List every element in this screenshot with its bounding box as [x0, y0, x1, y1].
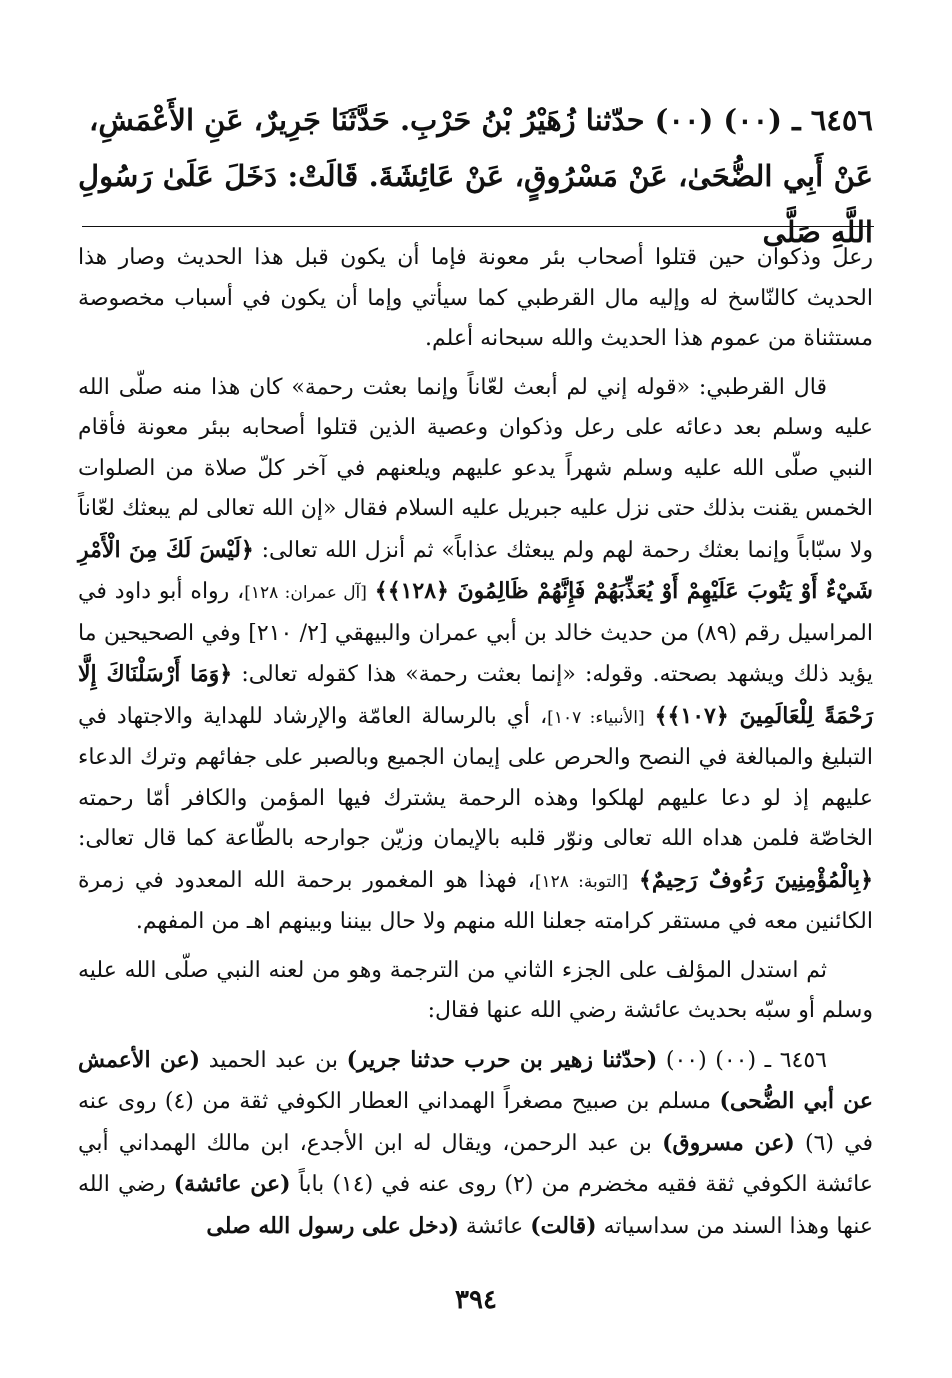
narrator-chain-1: (حدّثنا زهير بن حرب حدثنا جرير) — [346, 1046, 658, 1073]
mercy-explanation: ، أي بالرسالة العامّة والإرشاد للهداية والاجتهاد في التبليغ والمبالغة في النصح والحرص على إيمان الجميع وبالصبر على جفائهم وترك الدعاء عليهم إذ لو دعا عليهم لهلكوا وهذه الرحمة يشترك فيها المؤمن والكافر أمّا رحمته الخاصّة فلمن هداه الله تعالى ونوّر قلبه بالإيمان وزيّن جوارحه بالطّاعة كما قال تعالى: — [78, 703, 873, 851]
quran-verse-3: ﴿بِالْمُؤْمِنِينَ رَءُوفٌ رَحِيمٌ﴾ — [638, 866, 873, 893]
hadith-line-2: عَنْ أَبِي الضُّحَىٰ، عَنْ مَسْرُوقٍ، عَنْ عَائِشَةَ. قَالَتْ: دَخَلَ عَلَىٰ رَسُولِ اللَّهِ صَلَّى — [78, 159, 873, 249]
hadith-number: ٦٤٥٦ ـ (٠٠) (٠٠) — [665, 1047, 827, 1073]
narrator-chain-6: (دخل على رسول الله صلى — [206, 1212, 459, 1239]
narrator-chain-5: (قالت) — [530, 1212, 597, 1239]
qurtubi-quote: قال القرطبي: «قوله إني لم أبعث لعّاناً وإنما بعثت رحمة» كان هذا منه صلّى الله عليه وسلم بعد دعائه على رعل وذكوان وعصية الذين قتلوا أصحابه ببئر معونة فأقام النبي صلّى الله عليه وسلم شهراً يدعو عليهم ويلعنهم في آخر كلّ صلاة من الصلوات الخمس يقنت بذلك حتى نزل عليه جبريل عليه السلام فقال «إن الله تعالى لم يبعثك لعّاناً ولا سبّاباً وإنما بعثك رحمة لهم ولم يبعثك عذاباً» ثم أنزل الله تعالى: — [78, 374, 873, 563]
verse-reference-1: [آل عمران: ١٢٨] — [244, 583, 367, 603]
narrator-note-1: بن عبد الحميد — [208, 1047, 338, 1073]
quran-verse-2: ﴿وَمَا أَرْسَلْنَاكَ إِلَّا رَحْمَةً لِلْعَالَمِينَ ﴿١٠٧﴾﴾ — [78, 661, 873, 729]
narrator-note-4: رضي الله عنها وهذا السند من سداسياته — [78, 1172, 873, 1239]
closing-remark: ، فهذا هو المغمور برحمة الله المعدود في زمرة الكائنين معه في مستقر كرامته جعلنا الله منهم ولا حال بيننا وبينهم اهـ من المفهم. — [78, 867, 873, 934]
commentary-paragraph-2 — [78, 368, 873, 943]
narrator-chain-3: (عن مسروق) — [662, 1129, 795, 1156]
commentary-paragraph-4 — [78, 1040, 873, 1248]
narrator-chain-2: (عن الأعمش عن أبي الضُّحى) — [78, 1046, 873, 1114]
narrator-note-3: بن عبد الرحمن، ويقال له ابن الأجدع، ابن مالك الهمداني أبي عائشة الكوفي ثقة فقيه مخضرم من (٢) روى عنه في (١٤) باباً — [78, 1130, 873, 1197]
narrator-chain-4: (عن عائشة) — [173, 1171, 291, 1197]
verse-reference-2: [الأنبياء: ١٠٧] — [547, 707, 645, 728]
narrator-note-5: عائشة — [465, 1213, 524, 1239]
commentary — [78, 238, 873, 1247]
page-number: ٣٩٤ — [455, 1285, 497, 1315]
divider-line — [82, 226, 874, 227]
commentary-paragraph-1: رعل وذكوان حين قتلوا أصحاب بئر معونة فإما أن يكون قبل هذا الحديث وصار هذا الحديث كالنّاسخ له وإليه مال القرطبي كما سيأتي وإما أن يكون في أسباب مخصوصة مستثناة من عموم هذا الحديث والله سبحانه أعلم. — [78, 245, 873, 351]
narrator-note-2: مسلم بن صبيح مصغراً الهمداني العطار الكوفي ثقة من (٤) روى عنه في (٦) — [78, 1089, 874, 1156]
quran-verse-1: ﴿لَيْسَ لَكَ مِنَ الْأَمْرِ شَيْءٌ أَوْ يَتُوبَ عَلَيْهِمْ أَوْ يُعَذِّبَهُمْ فَإِنَّهُمْ ظَالِمُونَ ﴿١٢٨﴾﴾ — [78, 536, 873, 604]
hadith-text — [78, 92, 873, 260]
hadith-citation: ، رواه أبو داود في المراسيل رقم (٨٩) من حديث خالد بن أبي عمران والبيهقي [٢/ ٢١٠] وفي الصحيحين ما يؤيد ذلك ويشهد بصحته. وقوله: «إنما بعثت رحمة» هذا كقوله تعالى: — [78, 579, 873, 687]
verse-reference-3: [التوبة: ١٢٨] — [534, 871, 629, 892]
commentary-paragraph-3: ثم استدل المؤلف على الجزء الثاني من الترجمة وهو من لعنه النبي صلّى الله عليه وسلم أو سبّه بحديث عائشة رضي الله عنها فقال: — [78, 957, 873, 1023]
hadith-line-1: ٦٤٥٦ ـ (٠٠) (٠٠) حدّثنا زُهَيْرُ بْنُ حَرْبِ. حَدَّثَنَا جَرِيرٌ، عَنِ الأَعْمَشِ، — [89, 103, 873, 137]
